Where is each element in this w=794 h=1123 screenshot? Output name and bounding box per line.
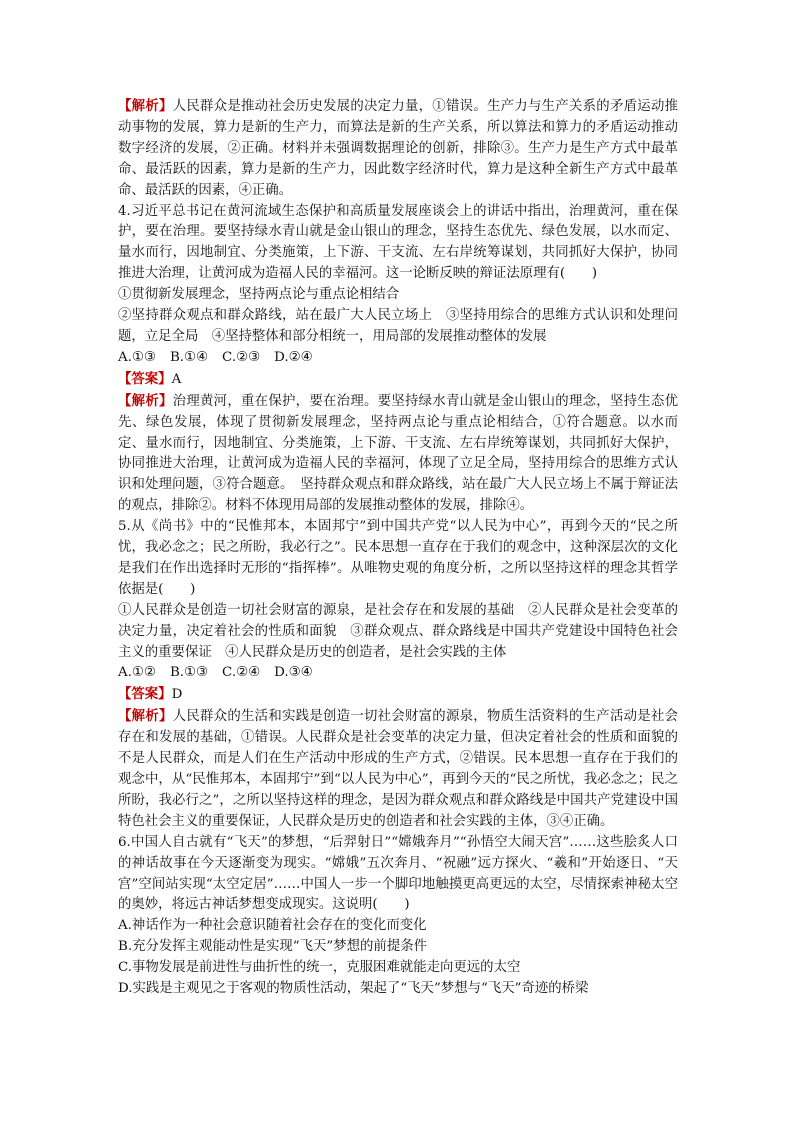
q6-stem: 6.中国人自古就有“飞天”的梦想，“后羿射日”“嫦娥奔月”“孙悟空大闹天宫”……这些脍炙人口的神话故事在今天逐渐变为现实。“嫦娥”五次奔月、“祝融”远方探火、“羲和”开始逐日、“天宫”空间站实现“太空定居”……中国人一步一个脚印地触摸更高更远的太空，尽情探索神秘太空的奥妙，将远古神话梦想变成现实。这说明( ) <box>118 834 678 913</box>
q5-stem: 5.从《尚书》中的“民惟邦本，本固邦宁”到中国共产党“以人民为中心”，再到今天的“民之所忧，我必念之；民之所盼，我必行之”。民本思想一直存在于我们的观念中，这种深层次的文化是我们在作出选择时无形的“指挥棒”。从唯物史观的角度分析，之所以坚持这样的理念其哲学依据是( ) <box>118 519 678 597</box>
q6-option-d: D.实践是主观见之于客观的物质性活动，架起了“飞天”梦想与“飞天”奇迹的桥梁 <box>118 981 589 997</box>
q4-answer <box>118 369 678 391</box>
q5-analysis <box>118 706 678 832</box>
q4-stem: 4.习近平总书记在黄河流域生态保护和高质量发展座谈会上的讲话中指出，治理黄河，重在保护，要在治理。要坚持绿水青山就是金山银山的理念，坚持生态优先、绿色发展，以水而定、量水而行，因地制宜、分类施策，上下游、干支流、左右岸统筹谋划，共同抓好大保护，协同推进大治理，让黄河成为造福人民的幸福河。这一论断反映的辩证法原理有( ) <box>118 203 678 282</box>
q6-option-c: C.事物发展是前进性与曲折性的统一，克服困难就能走向更远的太空 <box>118 960 521 976</box>
q3-analysis <box>118 96 678 202</box>
q6-option-a: A.神话作为一种社会意识随着社会存在的变化而变化 <box>118 918 427 934</box>
answer-tag: 【答案】 <box>118 686 172 703</box>
answer-value: A <box>171 371 182 387</box>
choice-d: D.②④ <box>274 349 313 365</box>
q5-answer <box>118 684 678 706</box>
analysis-text: 治理黄河，重在保护，要在治理。要坚持绿水青山就是金山银山的理念，坚持生态优先、绿色发展，体现了贯彻新发展理念，坚持两点论与重点论相结合，①符合题意。以水而定、量水而行，因地制宜、分类施策，上下游、干支流、左右岸统筹谋划，共同抓好大保护，协同推进大治理，让黄河成为造福人民的幸福河，体现了立足全局，坚持用综合的思维方式认识和处理问题，③符合题意。 坚持群众观点和群众路线，站在最广大人民立场上不属于辩证法的观点，排除②。材料不体现用局部的发展推动整体的发展，排除④。 <box>118 393 679 514</box>
analysis-tag: 【解析】 <box>118 392 173 409</box>
answer-tag: 【答案】 <box>118 370 172 387</box>
q4-analysis <box>118 391 678 517</box>
choice-b: B.①③ <box>169 665 209 681</box>
q5-options: ①人民群众是创造一切社会财富的源泉，是社会存在和发展的基础 ②人民群众是社会变革的决定力量，决定着社会的性质和面貌 ③群众观点、群众路线是中国共产党建设中国特色社会主义的重要保证 ④人民群众是历史的创造者，是社会实践的主体 <box>118 602 678 660</box>
choice-a: A.①③ <box>118 349 156 365</box>
analysis-tag: 【解析】 <box>118 708 173 725</box>
q4-choices <box>118 348 678 369</box>
choice-c: C.②④ <box>222 665 261 681</box>
choice-a: A.①② <box>118 665 156 681</box>
analysis-text: 人民群众是推动社会历史发展的决定力量，①错误。生产力与生产关系的矛盾运动推动事物的发展，算力是新的生产力，而算法是新的生产关系，所以算法和算力的矛盾运动推动数字经济的发展，②正确。材料并未强调数据理论的创新，排除③。生产力是生产方式中最革命、最活跃的因素，算力是新的生产力，因此数字经济时代，算力是这种全新生产方式中最革命、最活跃的因素，④正确。 <box>118 99 679 198</box>
analysis-text: 人民群众的生活和实践是创造一切社会财富的源泉，物质生活资料的生产活动是社会存在和发展的基础，①错误。人民群众是社会变革的决定力量，但决定着社会的性质和面貌的不是人民群众，而是人们在生产活动中形成的生产方式，②错误。民本思想一直存在于我们的观念中，从“民惟邦本，本固邦宁”到“以人民为中心”，再到今天的“民之所忧，我必念之；民之所盼，我必行之”，之所以坚持这样的理念，是因为群众观点和群众路线是中国共产党建设中国特色社会主义的重要保证，人民群众是历史的创造者和社会实践的主体，③④正确。 <box>118 709 679 829</box>
answer-value: D <box>171 687 183 703</box>
choice-d: D.③④ <box>274 665 313 681</box>
analysis-tag: 【解析】 <box>118 98 173 114</box>
q4-options-line2: ②坚持群众观点和群众路线，站在最广大人民立场上 ③坚持用综合的思维方式认识和处理问题，立足全局 ④坚持整体和部分相统一，用局部的发展推动整体的发展 <box>118 308 678 344</box>
q4-options-line1: ①贯彻新发展理念，坚持两点论与重点论相结合 <box>118 287 400 303</box>
choice-c: C.②③ <box>222 349 261 365</box>
q5-choices <box>118 663 678 684</box>
q6-option-b: B.充分发挥主观能动性是实现“飞天”梦想的前提条件 <box>118 939 427 955</box>
document-page <box>118 96 678 1000</box>
choice-b: B.①④ <box>169 349 209 365</box>
